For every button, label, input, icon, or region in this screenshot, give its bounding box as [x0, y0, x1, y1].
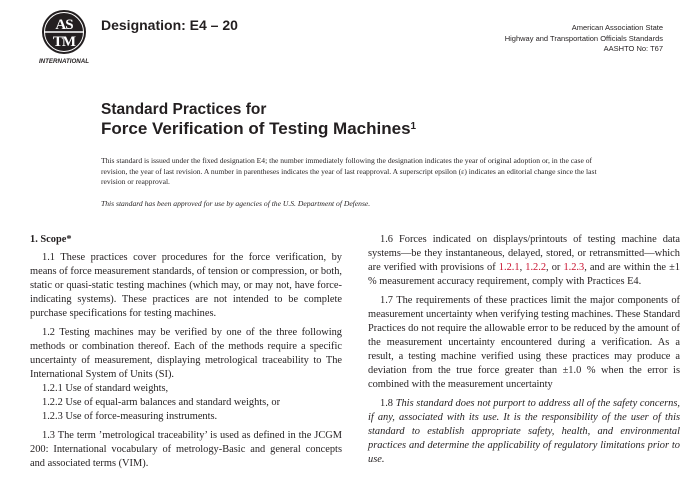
- section-1-8-number: 1.8: [380, 398, 393, 409]
- section-1-2: 1.2 Testing machines may be verified by one of the three following methods or combination thereof. Each of the methods require a specific uncertainty of measurement, displaying metrological traceability to The International System of Units (SI).: [30, 327, 342, 380]
- scope-heading: 1. Scope*: [30, 234, 72, 245]
- section-1-8: [368, 397, 680, 467]
- astm-logo-icon: [30, 8, 98, 66]
- title-line-2: [101, 119, 416, 139]
- section-1-6-text: 1.6 Forces indicated on displays/printouts of testing machine data systems—be they instantaneous, delayed, stored, or retransmitted—which are verified with provisions of: [368, 234, 680, 273]
- ref-separator: , or: [546, 262, 561, 273]
- issue-note: This standard is issued under the fixed designation E4; the number immediately following the designation indicates the year of original adoption or, in the case of revision, the year of last revision. A number in parentheses indicates the year of last reapproval. A superscript epsilon (ε) indicates an editorial change since the last revision or reapproval.: [101, 156, 597, 187]
- document-title: [101, 101, 416, 139]
- aashto-line-3: AASHTO No: T67: [603, 44, 663, 53]
- section-1-2-2: 1.2.2 Use of equal-arm balances and standard weights, or: [42, 397, 281, 408]
- right-column: [368, 233, 680, 472]
- section-1-1: 1.1 These practices cover procedures for the force verification, by means of force measurement standards, of tension or compression, or both, static or quasi-static testing machines (which may, or may not, have force-indicating systems). These practices are not intended to be complete purchase specifications for testing machines.: [30, 252, 342, 319]
- ref-1-2-1-link[interactable]: 1.2.1: [498, 262, 520, 273]
- section-1-7: 1.7 The requirements of these practices limit the major components of measurement uncertainty when verifying testing machines. These Standard Practices do not require the allowable error to be reduced by the amount of the measurement uncertainty encountered during a verification. As a result, a testing machine verified using these practices may produce a deviation from the true force greater than ±1.0 % when the error is combined with the measurement uncertainty: [368, 295, 681, 390]
- aashto-line-1: American Association State: [571, 23, 663, 32]
- ref-separator: ,: [519, 262, 523, 273]
- ref-1-2-3-link[interactable]: 1.2.3: [563, 262, 585, 273]
- section-1-2-3: 1.2.3 Use of force-measuring instruments.: [42, 411, 218, 422]
- aashto-line-2: Highway and Transportation Officials Standards: [504, 33, 663, 43]
- ref-1-2-2-link[interactable]: 1.2.2: [525, 262, 547, 273]
- title-footnote-mark[interactable]: 1: [410, 121, 417, 132]
- designation-label: Designation: E4 – 20: [101, 17, 238, 33]
- title-main-text: Force Verification of Testing Machines: [101, 119, 411, 138]
- section-1-3: 1.3 The term ’metrological traceability’ is used as defined in the JCGM 200: International vocabulary of metrology-Basic and general concepts and associated terms (VIM).: [30, 430, 342, 469]
- svg-text:AS: AS: [55, 17, 73, 33]
- svg-text:TM: TM: [52, 34, 76, 50]
- left-column: [30, 233, 342, 476]
- svg-text:INTERNATIONAL: INTERNATIONAL: [38, 58, 90, 65]
- title-line-1: Standard Practices for: [101, 101, 267, 118]
- section-1-6-text-end: , and are within the ±1 % measurement accuracy requirement, comply with Practices E4.: [368, 262, 680, 287]
- approval-note: This standard has been approved for use by agencies of the U.S. Department of Defense.: [101, 199, 371, 208]
- aashto-note: [505, 23, 663, 55]
- section-1-6: [368, 233, 680, 289]
- section-1-8-text: This standard does not purport to address all of the safety concerns, if any, associated with its use. It is the responsibility of the user of this standard to establish appropriate safety, health, and environmental practices and determine the applicability of regulatory limitations prior to use.: [368, 398, 680, 465]
- section-1-2-1: 1.2.1 Use of standard weights,: [42, 383, 169, 394]
